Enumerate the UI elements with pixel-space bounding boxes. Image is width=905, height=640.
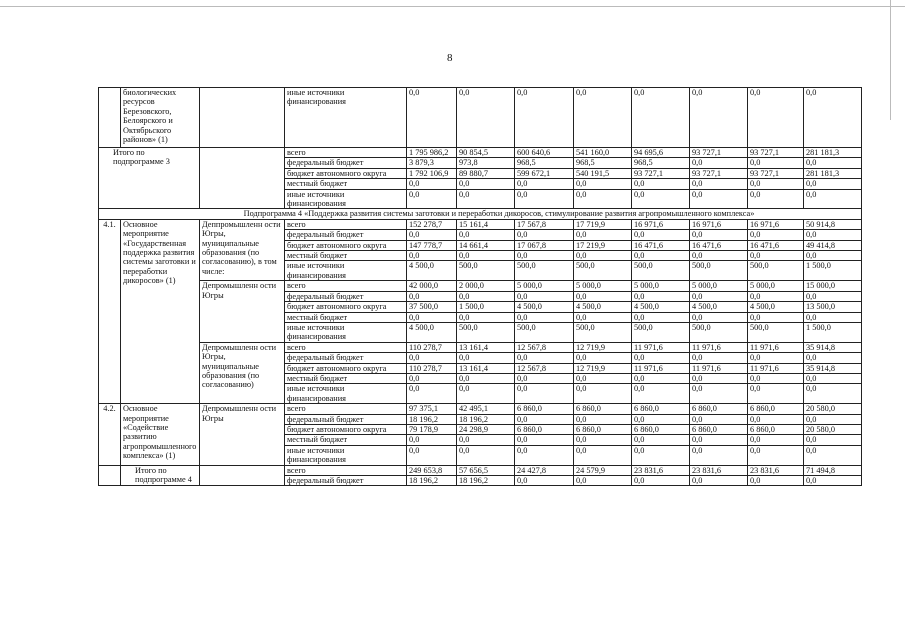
amount-cell: 35 914,8 xyxy=(804,342,862,352)
source-label: всего xyxy=(285,342,407,352)
amount-cell: 0,0 xyxy=(407,435,457,445)
amount-cell: 0,0 xyxy=(690,189,748,209)
subprogram-header-row xyxy=(99,209,862,219)
amount-cell: 0,0 xyxy=(748,189,804,209)
amount-cell: 0,0 xyxy=(804,291,862,301)
amount-cell: 0,0 xyxy=(632,414,690,424)
amount-cell: 152 278,7 xyxy=(407,219,457,229)
amount-cell: 24 579,9 xyxy=(574,465,632,475)
amount-cell: 968,5 xyxy=(515,158,574,168)
amount-cell: 0,0 xyxy=(457,312,515,322)
amount-cell: 0,0 xyxy=(804,230,862,240)
source-label: местный бюджет xyxy=(285,373,407,383)
amount-cell: 13 161,4 xyxy=(457,363,515,373)
amount-cell: 23 831,6 xyxy=(690,465,748,475)
amount-cell: 16 971,6 xyxy=(632,219,690,229)
amount-cell: 6 860,0 xyxy=(515,404,574,414)
amount-cell: 1 795 986,2 xyxy=(407,148,457,158)
amount-cell: 500,0 xyxy=(515,322,574,342)
scan-right-edge xyxy=(890,0,891,120)
amount-cell: 1 500,0 xyxy=(457,302,515,312)
amount-cell: 23 831,6 xyxy=(748,465,804,475)
amount-cell: 1 500,0 xyxy=(804,322,862,342)
amount-cell: 12 567,8 xyxy=(515,342,574,352)
amount-cell: 6 860,0 xyxy=(690,404,748,414)
amount-cell: 968,5 xyxy=(632,158,690,168)
amount-cell: 0,0 xyxy=(632,88,690,148)
amount-cell: 540 191,5 xyxy=(574,168,632,178)
amount-cell: 0,0 xyxy=(515,251,574,261)
scan-top-edge xyxy=(0,6,905,7)
amount-cell: 71 494,8 xyxy=(804,465,862,475)
amount-cell: 20 580,0 xyxy=(804,424,862,434)
amount-cell: 11 971,6 xyxy=(748,363,804,373)
amount-cell: 0,0 xyxy=(804,384,862,404)
amount-cell: 0,0 xyxy=(515,435,574,445)
amount-cell: 0,0 xyxy=(748,353,804,363)
source-label: всего xyxy=(285,148,407,158)
amount-cell: 0,0 xyxy=(690,476,748,486)
source-label: иные источники финансирования xyxy=(285,189,407,209)
item-number: 4.2. xyxy=(99,404,121,465)
amount-cell: 4 500,0 xyxy=(632,302,690,312)
amount-cell: 17 719,9 xyxy=(574,219,632,229)
amount-cell: 0,0 xyxy=(748,476,804,486)
amount-cell: 23 831,6 xyxy=(632,465,690,475)
amount-cell: 973,8 xyxy=(457,158,515,168)
amount-cell: 0,0 xyxy=(515,312,574,322)
amount-cell: 0,0 xyxy=(515,373,574,383)
amount-cell: 5 000,0 xyxy=(574,281,632,291)
amount-cell: 541 160,0 xyxy=(574,148,632,158)
amount-cell: 79 178,9 xyxy=(407,424,457,434)
responsible: Деппромышленн ости Югры, муниципальные образования (по согласованию), в том числе: xyxy=(200,219,285,280)
source-label: всего xyxy=(285,219,407,229)
source-label: местный бюджет xyxy=(285,435,407,445)
amount-cell: 0,0 xyxy=(690,384,748,404)
amount-cell: 0,0 xyxy=(748,373,804,383)
table-row xyxy=(99,88,862,148)
amount-cell: 37 500,0 xyxy=(407,302,457,312)
amount-cell: 0,0 xyxy=(632,476,690,486)
amount-cell: 0,0 xyxy=(632,312,690,322)
table-row xyxy=(99,148,862,158)
amount-cell: 0,0 xyxy=(574,384,632,404)
amount-cell: 17 067,8 xyxy=(515,240,574,250)
amount-cell: 500,0 xyxy=(574,261,632,281)
table-row xyxy=(99,465,862,475)
amount-cell: 0,0 xyxy=(804,312,862,322)
amount-cell: 0,0 xyxy=(574,88,632,148)
amount-cell: 0,0 xyxy=(804,189,862,209)
amount-cell: 249 653,8 xyxy=(407,465,457,475)
amount-cell: 0,0 xyxy=(804,158,862,168)
amount-cell: 24 298,9 xyxy=(457,424,515,434)
amount-cell: 0,0 xyxy=(748,88,804,148)
source-label: иные источники финансирования xyxy=(285,384,407,404)
amount-cell: 4 500,0 xyxy=(515,302,574,312)
amount-cell: 0,0 xyxy=(457,373,515,383)
amount-cell: 24 427,8 xyxy=(515,465,574,475)
amount-cell: 6 860,0 xyxy=(748,424,804,434)
responsible xyxy=(200,465,285,486)
amount-cell: 110 278,7 xyxy=(407,342,457,352)
amount-cell: 11 971,6 xyxy=(632,342,690,352)
amount-cell: 97 375,1 xyxy=(407,404,457,414)
amount-cell: 0,0 xyxy=(748,251,804,261)
amount-cell: 0,0 xyxy=(804,435,862,445)
source-label: всего xyxy=(285,281,407,291)
amount-cell: 0,0 xyxy=(804,251,862,261)
item-number xyxy=(99,88,121,148)
amount-cell: 0,0 xyxy=(690,373,748,383)
source-label: бюджет автономного округа xyxy=(285,424,407,434)
amount-cell: 110 278,7 xyxy=(407,363,457,373)
amount-cell: 93 727,1 xyxy=(690,148,748,158)
amount-cell: 50 914,8 xyxy=(804,219,862,229)
amount-cell: 500,0 xyxy=(515,261,574,281)
subtotal-label: Итого по подпрограмме 4 xyxy=(121,465,200,486)
amount-cell: 4 500,0 xyxy=(574,302,632,312)
amount-cell: 0,0 xyxy=(407,384,457,404)
amount-cell: 0,0 xyxy=(574,353,632,363)
table-row xyxy=(99,281,862,291)
amount-cell: 0,0 xyxy=(515,88,574,148)
amount-cell: 0,0 xyxy=(407,291,457,301)
amount-cell: 0,0 xyxy=(407,189,457,209)
amount-cell: 20 580,0 xyxy=(804,404,862,414)
amount-cell: 0,0 xyxy=(407,230,457,240)
amount-cell: 16 971,6 xyxy=(748,219,804,229)
amount-cell: 0,0 xyxy=(574,230,632,240)
source-label: бюджет автономного округа xyxy=(285,168,407,178)
source-label: всего xyxy=(285,465,407,475)
amount-cell: 0,0 xyxy=(804,88,862,148)
amount-cell: 4 500,0 xyxy=(748,302,804,312)
amount-cell: 6 860,0 xyxy=(574,404,632,414)
financing-table xyxy=(98,87,862,486)
source-label: местный бюджет xyxy=(285,251,407,261)
amount-cell: 13 500,0 xyxy=(804,302,862,312)
amount-cell: 89 880,7 xyxy=(457,168,515,178)
amount-cell: 0,0 xyxy=(690,179,748,189)
amount-cell: 0,0 xyxy=(748,291,804,301)
amount-cell: 0,0 xyxy=(804,373,862,383)
amount-cell: 0,0 xyxy=(407,373,457,383)
amount-cell: 0,0 xyxy=(748,158,804,168)
amount-cell: 5 000,0 xyxy=(515,281,574,291)
amount-cell: 0,0 xyxy=(804,445,862,465)
responsible: Депромышленн ости Югры xyxy=(200,404,285,465)
amount-cell: 15 000,0 xyxy=(804,281,862,291)
amount-cell: 0,0 xyxy=(690,312,748,322)
amount-cell: 281 181,3 xyxy=(804,168,862,178)
amount-cell: 147 778,7 xyxy=(407,240,457,250)
amount-cell: 0,0 xyxy=(574,445,632,465)
amount-cell: 4 500,0 xyxy=(407,261,457,281)
amount-cell: 0,0 xyxy=(457,251,515,261)
amount-cell: 500,0 xyxy=(632,261,690,281)
amount-cell: 6 860,0 xyxy=(748,404,804,414)
amount-cell: 0,0 xyxy=(515,414,574,424)
amount-cell: 0,0 xyxy=(632,189,690,209)
amount-cell: 18 196,2 xyxy=(407,476,457,486)
measure-name: Основное мероприятие «Содействие развитию агропромышленного комплекса» (1) xyxy=(121,404,200,465)
amount-cell: 0,0 xyxy=(515,291,574,301)
amount-cell: 17 567,8 xyxy=(515,219,574,229)
amount-cell: 0,0 xyxy=(515,445,574,465)
table-row xyxy=(99,219,862,229)
amount-cell: 6 860,0 xyxy=(632,424,690,434)
amount-cell: 0,0 xyxy=(632,291,690,301)
amount-cell: 0,0 xyxy=(515,189,574,209)
amount-cell: 0,0 xyxy=(748,414,804,424)
amount-cell: 4 500,0 xyxy=(690,302,748,312)
amount-cell: 599 672,1 xyxy=(515,168,574,178)
amount-cell: 281 181,3 xyxy=(804,148,862,158)
amount-cell: 0,0 xyxy=(632,251,690,261)
amount-cell: 0,0 xyxy=(407,353,457,363)
amount-cell: 0,0 xyxy=(748,230,804,240)
amount-cell: 11 971,6 xyxy=(690,342,748,352)
amount-cell: 0,0 xyxy=(690,414,748,424)
source-label: федеральный бюджет xyxy=(285,158,407,168)
amount-cell: 500,0 xyxy=(690,261,748,281)
amount-cell: 0,0 xyxy=(748,445,804,465)
amount-cell: 0,0 xyxy=(574,312,632,322)
subprogram-title: Подпрограмма 4 «Поддержка развития системы заготовки и переработки дикоросов, стимулирование развития агропромышленного комплекса» xyxy=(99,209,862,219)
amount-cell: 0,0 xyxy=(457,445,515,465)
amount-cell: 0,0 xyxy=(515,353,574,363)
amount-cell: 0,0 xyxy=(632,435,690,445)
amount-cell: 15 161,4 xyxy=(457,219,515,229)
amount-cell: 600 640,6 xyxy=(515,148,574,158)
amount-cell: 11 971,6 xyxy=(690,363,748,373)
amount-cell: 0,0 xyxy=(632,445,690,465)
amount-cell: 42 000,0 xyxy=(407,281,457,291)
source-label: иные источники финансирования xyxy=(285,261,407,281)
amount-cell: 0,0 xyxy=(457,384,515,404)
amount-cell: 500,0 xyxy=(748,322,804,342)
amount-cell: 42 495,1 xyxy=(457,404,515,414)
source-label: федеральный бюджет xyxy=(285,414,407,424)
item-number xyxy=(99,465,121,486)
source-label: всего xyxy=(285,404,407,414)
amount-cell: 13 161,4 xyxy=(457,342,515,352)
source-label: бюджет автономного округа xyxy=(285,240,407,250)
amount-cell: 0,0 xyxy=(574,189,632,209)
amount-cell: 0,0 xyxy=(748,179,804,189)
amount-cell: 94 695,6 xyxy=(632,148,690,158)
amount-cell: 17 219,9 xyxy=(574,240,632,250)
amount-cell: 0,0 xyxy=(690,230,748,240)
amount-cell: 93 727,1 xyxy=(748,168,804,178)
amount-cell: 0,0 xyxy=(407,88,457,148)
amount-cell: 12 719,9 xyxy=(574,363,632,373)
amount-cell: 49 414,8 xyxy=(804,240,862,250)
amount-cell: 3 879,3 xyxy=(407,158,457,168)
amount-cell: 11 971,6 xyxy=(748,342,804,352)
amount-cell: 6 860,0 xyxy=(574,424,632,434)
amount-cell: 500,0 xyxy=(690,322,748,342)
amount-cell: 0,0 xyxy=(407,179,457,189)
source-label: федеральный бюджет xyxy=(285,291,407,301)
amount-cell: 0,0 xyxy=(574,476,632,486)
amount-cell: 0,0 xyxy=(515,179,574,189)
source-label: федеральный бюджет xyxy=(285,476,407,486)
amount-cell: 0,0 xyxy=(690,291,748,301)
responsible xyxy=(200,148,285,209)
table-row xyxy=(99,342,862,352)
amount-cell: 0,0 xyxy=(457,179,515,189)
amount-cell: 0,0 xyxy=(457,88,515,148)
amount-cell: 93 727,1 xyxy=(748,148,804,158)
amount-cell: 18 196,2 xyxy=(457,476,515,486)
amount-cell: 0,0 xyxy=(690,88,748,148)
source-label: иные источники финансирования xyxy=(285,88,407,148)
amount-cell: 0,0 xyxy=(407,312,457,322)
amount-cell: 0,0 xyxy=(632,373,690,383)
amount-cell: 0,0 xyxy=(804,179,862,189)
amount-cell: 5 000,0 xyxy=(748,281,804,291)
amount-cell: 0,0 xyxy=(632,230,690,240)
amount-cell: 16 471,6 xyxy=(748,240,804,250)
source-label: федеральный бюджет xyxy=(285,230,407,240)
amount-cell: 16 471,6 xyxy=(632,240,690,250)
amount-cell: 0,0 xyxy=(748,435,804,445)
source-label: федеральный бюджет xyxy=(285,353,407,363)
responsible xyxy=(200,88,285,148)
amount-cell: 6 860,0 xyxy=(690,424,748,434)
amount-cell: 0,0 xyxy=(804,476,862,486)
amount-cell: 1 792 106,9 xyxy=(407,168,457,178)
amount-cell: 0,0 xyxy=(407,251,457,261)
amount-cell: 5 000,0 xyxy=(690,281,748,291)
amount-cell: 0,0 xyxy=(690,251,748,261)
amount-cell: 0,0 xyxy=(574,373,632,383)
amount-cell: 0,0 xyxy=(690,353,748,363)
amount-cell: 0,0 xyxy=(632,179,690,189)
amount-cell: 0,0 xyxy=(574,291,632,301)
amount-cell: 90 854,5 xyxy=(457,148,515,158)
amount-cell: 0,0 xyxy=(574,179,632,189)
amount-cell: 11 971,6 xyxy=(632,363,690,373)
amount-cell: 0,0 xyxy=(515,476,574,486)
amount-cell: 18 196,2 xyxy=(407,414,457,424)
amount-cell: 6 860,0 xyxy=(515,424,574,434)
responsible: Депромышленн ости Югры, муниципальные образования (по согласованию) xyxy=(200,342,285,403)
amount-cell: 0,0 xyxy=(457,291,515,301)
amount-cell: 500,0 xyxy=(748,261,804,281)
source-label: бюджет автономного округа xyxy=(285,302,407,312)
amount-cell: 0,0 xyxy=(457,189,515,209)
amount-cell: 0,0 xyxy=(632,384,690,404)
amount-cell: 0,0 xyxy=(574,435,632,445)
amount-cell: 0,0 xyxy=(748,312,804,322)
source-label: бюджет автономного округа xyxy=(285,363,407,373)
amount-cell: 968,5 xyxy=(574,158,632,168)
amount-cell: 500,0 xyxy=(632,322,690,342)
item-number: 4.1. xyxy=(99,219,121,403)
responsible: Депромышленн ости Югры xyxy=(200,281,285,342)
amount-cell: 35 914,8 xyxy=(804,363,862,373)
measure-name: биологических ресурсов Березовского, Белоярского и Октябрьского районов» (1) xyxy=(121,88,200,148)
amount-cell: 0,0 xyxy=(457,230,515,240)
amount-cell: 500,0 xyxy=(574,322,632,342)
amount-cell: 57 656,5 xyxy=(457,465,515,475)
amount-cell: 0,0 xyxy=(407,445,457,465)
amount-cell: 0,0 xyxy=(457,353,515,363)
amount-cell: 0,0 xyxy=(515,230,574,240)
amount-cell: 6 860,0 xyxy=(632,404,690,414)
amount-cell: 0,0 xyxy=(804,414,862,424)
amount-cell: 2 000,0 xyxy=(457,281,515,291)
amount-cell: 5 000,0 xyxy=(632,281,690,291)
amount-cell: 0,0 xyxy=(690,435,748,445)
amount-cell: 0,0 xyxy=(804,353,862,363)
table-row xyxy=(99,404,862,414)
amount-cell: 0,0 xyxy=(457,435,515,445)
amount-cell: 0,0 xyxy=(748,384,804,404)
source-label: иные источники финансирования xyxy=(285,322,407,342)
subtotal-label: Итого по подпрограмме 3 xyxy=(99,148,200,209)
amount-cell: 0,0 xyxy=(690,445,748,465)
amount-cell: 16 471,6 xyxy=(690,240,748,250)
amount-cell: 93 727,1 xyxy=(690,168,748,178)
source-label: местный бюджет xyxy=(285,179,407,189)
amount-cell: 0,0 xyxy=(632,353,690,363)
amount-cell: 500,0 xyxy=(457,261,515,281)
amount-cell: 500,0 xyxy=(457,322,515,342)
page-number: 8 xyxy=(447,52,453,64)
amount-cell: 1 500,0 xyxy=(804,261,862,281)
source-label: иные источники финансирования xyxy=(285,445,407,465)
amount-cell: 4 500,0 xyxy=(407,322,457,342)
source-label: местный бюджет xyxy=(285,312,407,322)
amount-cell: 0,0 xyxy=(574,414,632,424)
measure-name: Основное мероприятие «Государственная поддержка развития системы заготовки и переработки дикоросов» (1) xyxy=(121,219,200,403)
amount-cell: 0,0 xyxy=(574,251,632,261)
amount-cell: 14 661,4 xyxy=(457,240,515,250)
amount-cell: 12 567,8 xyxy=(515,363,574,373)
amount-cell: 0,0 xyxy=(690,158,748,168)
amount-cell: 12 719,9 xyxy=(574,342,632,352)
amount-cell: 0,0 xyxy=(515,384,574,404)
amount-cell: 93 727,1 xyxy=(632,168,690,178)
amount-cell: 18 196,2 xyxy=(457,414,515,424)
amount-cell: 16 971,6 xyxy=(690,219,748,229)
